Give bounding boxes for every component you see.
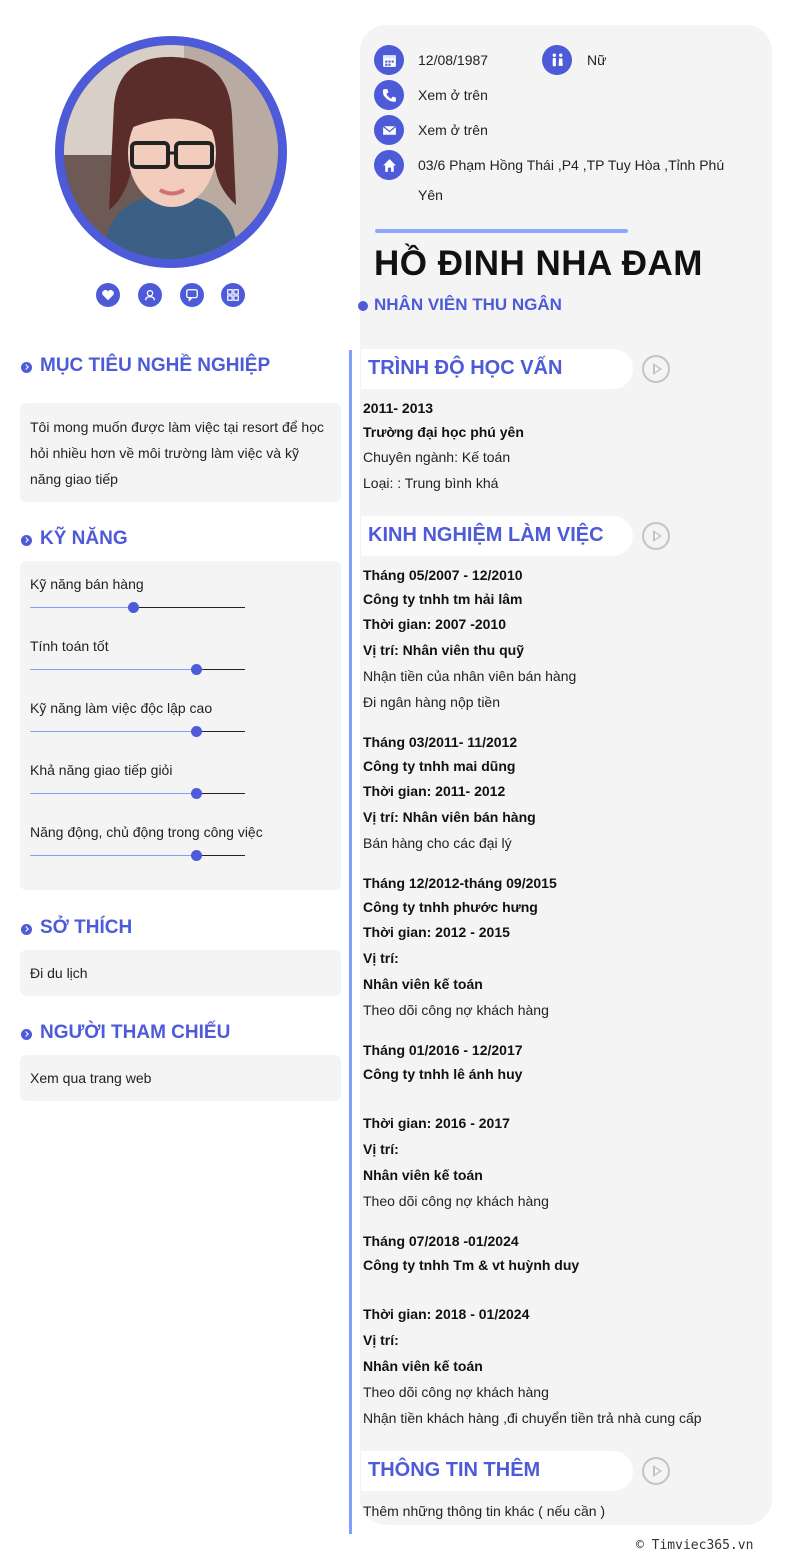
hobbies-text: Đi du lịch — [30, 965, 88, 981]
skill-label: Tính toán tốt — [30, 638, 109, 654]
avatar — [55, 36, 287, 268]
job-description: Nhận tiền của nhân viên bán hàng — [363, 668, 577, 684]
job-position: Vị trí: Nhân viên thu quỹ — [363, 642, 525, 658]
skill-slider[interactable] — [30, 855, 245, 856]
job-period: Tháng 07/2018 -01/2024 — [363, 1233, 519, 1249]
objective-box — [20, 403, 341, 502]
job-period: Tháng 05/2007 - 12/2010 — [363, 567, 523, 583]
job-company: Công ty tnhh mai dũng — [363, 758, 516, 774]
gender-icon — [549, 52, 566, 69]
skill-slider[interactable] — [30, 793, 245, 794]
job-description: Bán hàng cho các đại lý — [363, 835, 512, 851]
skill-slider-knob[interactable] — [191, 788, 202, 799]
job-company: Công ty tnhh phước hưng — [363, 899, 538, 915]
additional-title: THÔNG TIN THÊM — [368, 1459, 541, 1481]
name-underline — [375, 229, 628, 233]
job-title: NHÂN VIÊN THU NGÂN — [374, 295, 562, 314]
experience-title: KINH NGHIỆM LÀM VIỆC — [368, 524, 604, 546]
job-position: Nhân viên kế toán — [363, 1358, 483, 1374]
skill-slider-fill — [30, 669, 196, 670]
skill-slider[interactable] — [30, 669, 245, 670]
chat-icon — [185, 288, 199, 302]
additional-play-button[interactable] — [642, 1457, 670, 1485]
phone: Xem ở trên — [418, 87, 488, 103]
education-major: Chuyên ngành: Kế toán — [363, 449, 511, 465]
calendar-badge — [374, 45, 404, 75]
skills-title: KỸ NĂNG — [40, 528, 128, 549]
job-time: Thời gian: 2012 - 2015 — [363, 924, 510, 940]
skill-slider-knob[interactable] — [191, 726, 202, 737]
additional-text: Thêm những thông tin khác ( nếu cần ) — [363, 1503, 606, 1519]
job-description: Theo dõi công nợ khách hàng — [363, 1384, 549, 1400]
footer-credit: © Timviec365.vn — [636, 1538, 754, 1553]
job-position: Vị trí: Nhân viên bán hàng — [363, 809, 536, 825]
skill-label: Kỹ năng bán hàng — [30, 576, 144, 592]
job-description: Theo dõi công nợ khách hàng — [363, 1002, 549, 1018]
address-badge — [374, 150, 404, 180]
email-icon — [381, 122, 398, 139]
hobbies-title: SỞ THÍCH — [40, 917, 133, 938]
job-position-label: Vị trí: — [363, 1332, 399, 1348]
education-title: TRÌNH ĐỘ HỌC VẤN — [368, 357, 563, 379]
email: Xem ở trên — [418, 122, 488, 138]
home-icon — [381, 157, 398, 174]
skill-slider-fill — [30, 731, 196, 732]
references-box — [20, 1055, 341, 1101]
education-grade: Loại: : Trung bình khá — [363, 475, 499, 491]
job-description: Theo dõi công nợ khách hàng — [363, 1193, 549, 1209]
references-text: Xem qua trang web — [30, 1070, 152, 1086]
education-school: Trường đại học phú yên — [363, 424, 524, 440]
skill-label: Năng động, chủ động trong công việc — [30, 824, 263, 840]
avatar-photo — [64, 45, 278, 259]
user-icon — [143, 288, 157, 302]
job-period: Tháng 12/2012-tháng 09/2015 — [363, 875, 557, 891]
references-bullet — [21, 1029, 32, 1040]
job-company: Công ty tnhh Tm & vt huỳnh duy — [363, 1257, 580, 1273]
gender: Nữ — [587, 52, 607, 68]
job-period: Tháng 03/2011- 11/2012 — [363, 734, 518, 750]
skills-bullet — [21, 535, 32, 546]
job-position: Nhân viên kế toán — [363, 976, 483, 992]
skill-slider-fill — [30, 855, 196, 856]
address: 03/6 Phạm Hồng Thái ,P4 ,TP Tuy Hòa ,Tỉnh Phú Yên — [418, 157, 725, 203]
skill-slider[interactable] — [30, 731, 245, 732]
grid-icon — [226, 288, 240, 302]
skill-slider-fill — [30, 607, 133, 608]
apps-button[interactable] — [221, 283, 245, 307]
calendar-icon — [381, 52, 398, 69]
job-company: Công ty tnhh tm hải lâm — [363, 591, 523, 607]
heart-button[interactable] — [96, 283, 120, 307]
references-title: NGƯỜI THAM CHIẾU — [40, 1022, 231, 1043]
skill-slider-fill — [30, 793, 196, 794]
heart-icon — [101, 288, 115, 302]
skills-box — [20, 561, 341, 890]
job-title-bullet — [358, 301, 368, 311]
job-time: Thời gian: 2016 - 2017 — [363, 1115, 510, 1131]
experience-play-button[interactable] — [642, 522, 670, 550]
email-badge — [374, 115, 404, 145]
job-description: Nhận tiền khách hàng ,đi chuyển tiền trả nhà cung cấp — [363, 1410, 702, 1426]
job-period: Tháng 01/2016 - 12/2017 — [363, 1042, 523, 1058]
education-period: 2011- 2013 — [363, 400, 434, 416]
profile-button[interactable] — [138, 283, 162, 307]
skill-slider-knob[interactable] — [191, 850, 202, 861]
objective-bullet — [21, 362, 32, 373]
job-position: Nhân viên kế toán — [363, 1167, 483, 1183]
education-play-button[interactable] — [642, 355, 670, 383]
job-description: Đi ngân hàng nộp tiền — [363, 694, 500, 710]
job-time: Thời gian: 2011- 2012 — [363, 783, 506, 799]
skill-slider[interactable] — [30, 607, 245, 608]
gender-badge — [542, 45, 572, 75]
skill-label: Khả năng giao tiếp giỏi — [30, 762, 173, 778]
phone-icon — [381, 87, 398, 104]
job-position-label: Vị trí: — [363, 950, 399, 966]
birthday: 12/08/1987 — [418, 52, 489, 68]
job-time: Thời gian: 2007 -2010 — [363, 616, 507, 632]
timeline-line — [349, 350, 352, 1534]
job-position-label: Vị trí: — [363, 1141, 399, 1157]
chat-button[interactable] — [180, 283, 204, 307]
hobbies-bullet — [21, 924, 32, 935]
skill-label: Kỹ năng làm việc độc lập cao — [30, 700, 213, 716]
job-company: Công ty tnhh lê ánh huy — [363, 1066, 523, 1082]
objective-title: MỤC TIÊU NGHỀ NGHIỆP — [40, 355, 271, 376]
hobbies-box — [20, 950, 341, 996]
phone-badge — [374, 80, 404, 110]
skill-slider-knob[interactable] — [191, 664, 202, 675]
job-time: Thời gian: 2018 - 01/2024 — [363, 1306, 530, 1322]
objective-text: Tôi mong muốn được làm việc tại resort để học hỏi nhiều hơn về môi trường làm việc và kỹ năng giao tiếp — [30, 419, 325, 487]
full-name: HỒ ĐINH NHA ĐAM — [374, 244, 703, 283]
